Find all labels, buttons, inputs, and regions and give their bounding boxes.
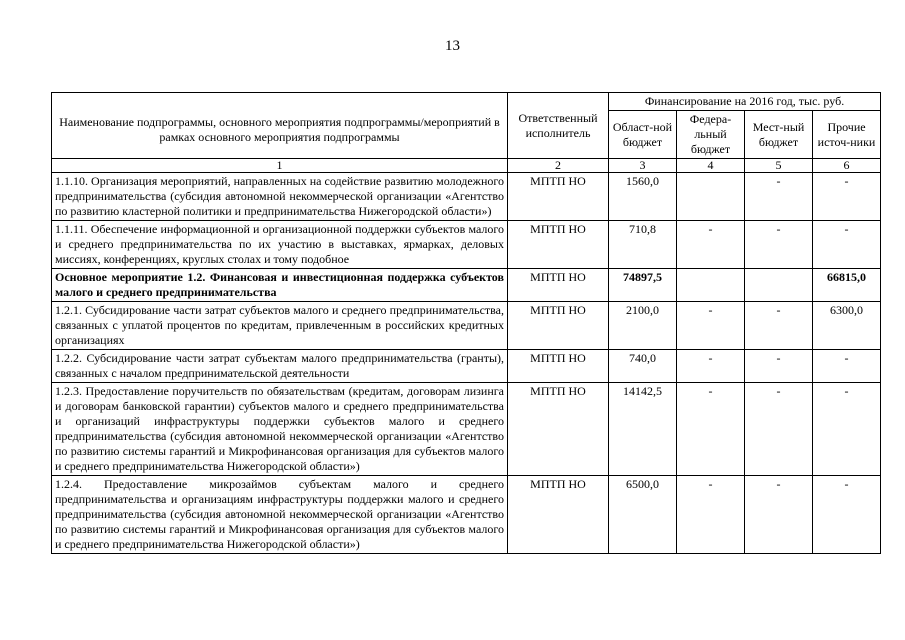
local-budget-value — [745, 269, 813, 302]
responsible-executor: МПТП НО — [508, 383, 609, 476]
activity-name: 1.2.4. Предоставление микрозаймов субъектам малого и среднего предпринимательства и организациям инфраструктуры поддержки малого и среднего предпринимательства (субсидия автономной некоммерческой организации «Агентство по развитию системы гарантий и Микрофинансовая организация для субъектов малого и среднего предпринимательства Нижегородской области») — [52, 476, 508, 554]
activity-name: 1.2.3. Предоставление поручительств по обязательствам (кредитам, договорам лизинга и договорам банковской гарантии) субъектов малого и среднего предпринимательства и организаций инфраструктуры поддержки субъектов малого и среднего предпринимательства (субсидия автономной некоммерческой организации «Агентство по развитию системы гарантий и Микрофинансовая организация для субъектов малого и среднего предпринимательства Нижегородской области») — [52, 383, 508, 476]
local-budget-value: - — [745, 350, 813, 383]
activity-name: Основное мероприятие 1.2. Финансовая и инвестиционная поддержка субъектов малого и среднего предпринимательства — [52, 269, 508, 302]
header-name-column: Наименование подпрограммы, основного мероприятия подпрограммы/мероприятий в рамках основного мероприятия подпрограммы — [52, 93, 508, 159]
other-sources-value: 6300,0 — [813, 302, 881, 350]
federal-budget-value: - — [677, 302, 745, 350]
header-regional-budget: Област-ной бюджет — [609, 111, 677, 159]
table-row — [52, 173, 881, 221]
activity-name: 1.1.10. Организация мероприятий, направленных на содействие развитию молодежного предпринимательства (субсидия автономной некоммерческой организации «Агентство по развитию кластерной политики и предпринимательства Нижегородской области») — [52, 173, 508, 221]
federal-budget-value: - — [677, 476, 745, 554]
table-row — [52, 302, 881, 350]
federal-budget-value: - — [677, 383, 745, 476]
federal-budget-value: - — [677, 350, 745, 383]
other-sources-value: - — [813, 173, 881, 221]
responsible-executor: МПТП НО — [508, 476, 609, 554]
other-sources-value: - — [813, 476, 881, 554]
other-sources-value: 66815,0 — [813, 269, 881, 302]
local-budget-value: - — [745, 221, 813, 269]
header-financing-group: Финансирование на 2016 год, тыс. руб. — [609, 93, 881, 111]
activity-name: 1.1.11. Обеспечение информационной и организационной поддержки субъектов малого и среднего предпринимательства по их участию в выставках, ярмарках, деловых миссиях, конференциях, круглых столах и тому подобное — [52, 221, 508, 269]
table-row-main-activity — [52, 269, 881, 302]
federal-budget-value — [677, 269, 745, 302]
regional-budget-value: 6500,0 — [609, 476, 677, 554]
column-number: 5 — [745, 159, 813, 173]
column-numbering-row — [52, 159, 881, 173]
local-budget-value: - — [745, 476, 813, 554]
regional-budget-value: 1560,0 — [609, 173, 677, 221]
financing-table — [51, 92, 881, 554]
column-number: 4 — [677, 159, 745, 173]
table-row — [52, 350, 881, 383]
responsible-executor: МПТП НО — [508, 173, 609, 221]
header-responsible-column: Ответственный исполнитель — [508, 93, 609, 159]
column-number: 2 — [508, 159, 609, 173]
local-budget-value: - — [745, 383, 813, 476]
table-row — [52, 221, 881, 269]
other-sources-value: - — [813, 383, 881, 476]
other-sources-value: - — [813, 221, 881, 269]
regional-budget-value: 74897,5 — [609, 269, 677, 302]
column-number: 1 — [52, 159, 508, 173]
responsible-executor: МПТП НО — [508, 269, 609, 302]
regional-budget-value: 14142,5 — [609, 383, 677, 476]
activity-name: 1.2.1. Субсидирование части затрат субъектов малого и среднего предпринимательства, связанных с уплатой процентов по кредитам, привлеченным в российских кредитных организациях — [52, 302, 508, 350]
local-budget-value: - — [745, 302, 813, 350]
other-sources-value: - — [813, 350, 881, 383]
federal-budget-value — [677, 173, 745, 221]
responsible-executor: МПТП НО — [508, 350, 609, 383]
table-row — [52, 383, 881, 476]
regional-budget-value: 740,0 — [609, 350, 677, 383]
regional-budget-value: 2100,0 — [609, 302, 677, 350]
federal-budget-value: - — [677, 221, 745, 269]
table-row — [52, 476, 881, 554]
responsible-executor: МПТП НО — [508, 302, 609, 350]
local-budget-value: - — [745, 173, 813, 221]
header-local-budget: Мест-ный бюджет — [745, 111, 813, 159]
activity-name: 1.2.2. Субсидирование части затрат субъектам малого предпринимательства (гранты), связанных с началом предпринимательской деятельности — [52, 350, 508, 383]
header-federal-budget: Федера-льный бюджет — [677, 111, 745, 159]
header-other-sources: Прочие источ-ники — [813, 111, 881, 159]
column-number: 3 — [609, 159, 677, 173]
responsible-executor: МПТП НО — [508, 221, 609, 269]
column-number: 6 — [813, 159, 881, 173]
page-number: 13 — [445, 38, 460, 54]
regional-budget-value: 710,8 — [609, 221, 677, 269]
